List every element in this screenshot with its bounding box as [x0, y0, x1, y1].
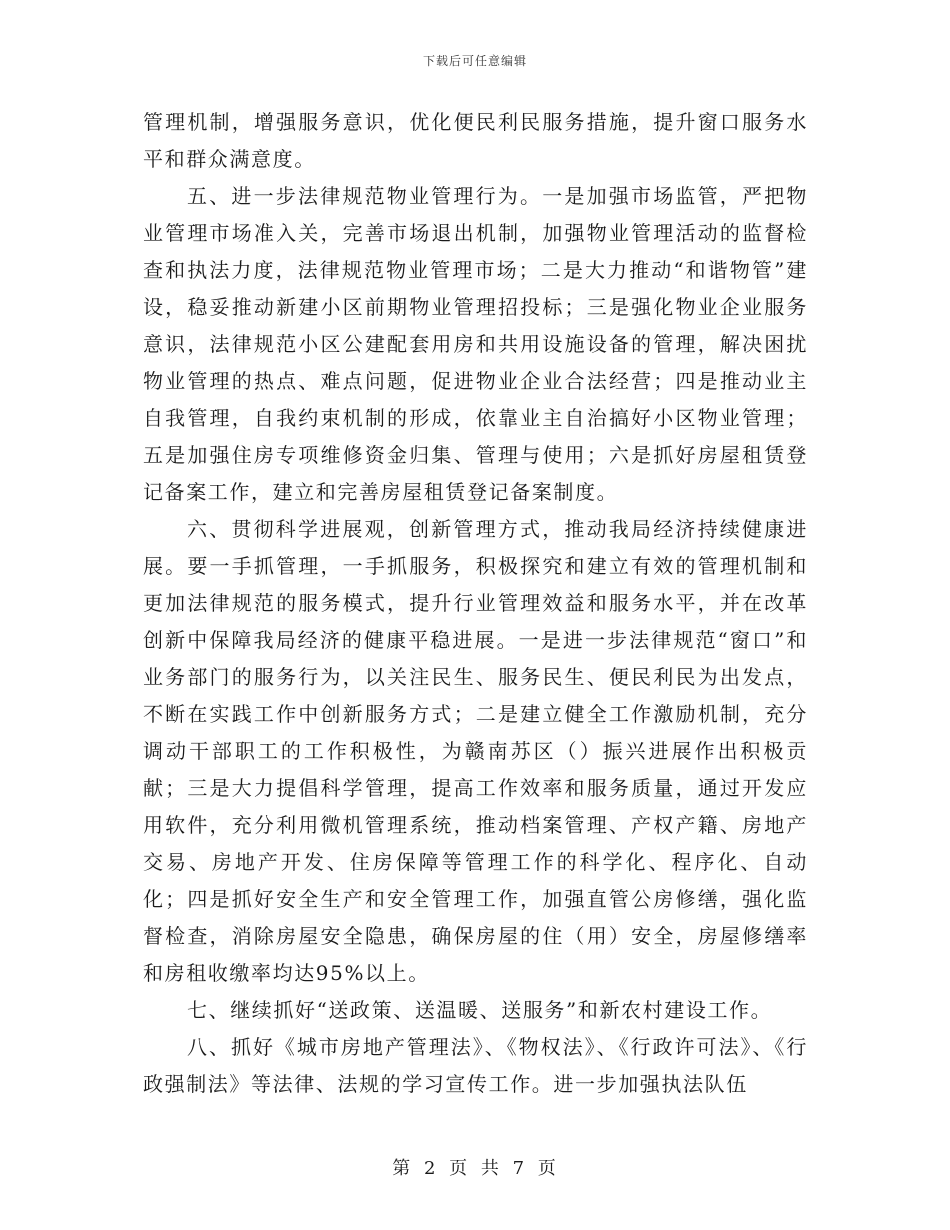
- paragraph-continuation: 管理机制，增强服务意识，优化便民利民服务措施，提升窗口服务水平和群众满意度。: [143, 110, 808, 171]
- page-number: 第 2 页 共 7 页: [392, 1158, 558, 1179]
- paragraph-section-5: 五、进一步法律规范物业管理行为。一是加强市场监管，严把物业管理市场准入关，完善市场退出机制，加强物业管理活动的监督检查和执法力度，法律规范物业管理市场；二是大力推动“和谐物管”建设，稳妥推动新建小区前期物业管理招投标；三是强化物业企业服务意识，法律规范小区公建配套用房和共用设施设备的管理，解决困扰物业管理的热点、难点问题，促进物业企业合法经营；四是推动业主自我管理，自我约束机制的形成，依靠业主自治搞好小区物业管理；五是加强住房专项维修资金归集、管理与使用；六是抓好房屋租赁登记备案工作，建立和完善房屋租赁登记备案制度。: [143, 184, 808, 504]
- document-body: [143, 104, 808, 1103]
- paragraph-section-6: 六、贯彻科学进展观，创新管理方式，推动我局经济持续健康进展。要一手抓管理，一手抓服务，积极探究和建立有效的管理机制和更加法律规范的服务模式，提升行业管理效益和服务水平，并在改革创新中保障我局经济的健康平稳进展。一是进一步法律规范“窗口”和业务部门的服务行为，以关注民生、服务民生、便民利民为出发点，不断在实践工作中创新服务方式；二是建立健全工作激励机制，充分调动干部职工的工作积极性，为赣南苏区（）振兴进展作出积极贡献；三是大力提倡科学管理，提高工作效率和服务质量，通过开发应用软件，充分利用微机管理系统，推动档案管理、产权产籍、房地产交易、房地产开发、住房保障等管理工作的科学化、程序化、自动化；四是抓好安全生产和安全管理工作，加强直管公房修缮，强化监督检查，消除房屋安全隐患，确保房屋的住（用）安全，房屋修缮率和房租收缴率均达95%以上。: [143, 517, 808, 985]
- paragraph-section-8: 八、抓好《城市房地产管理法》、《物权法》、《行政许可法》、《行政强制法》等法律、法规的学习宣传工作。进一步加强执法队伍: [143, 1035, 808, 1096]
- paragraph-section-7: 七、继续抓好“送政策、送温暖、送服务”和新农村建设工作。: [187, 998, 773, 1022]
- page-header-note: 下载后可任意编辑: [422, 54, 527, 68]
